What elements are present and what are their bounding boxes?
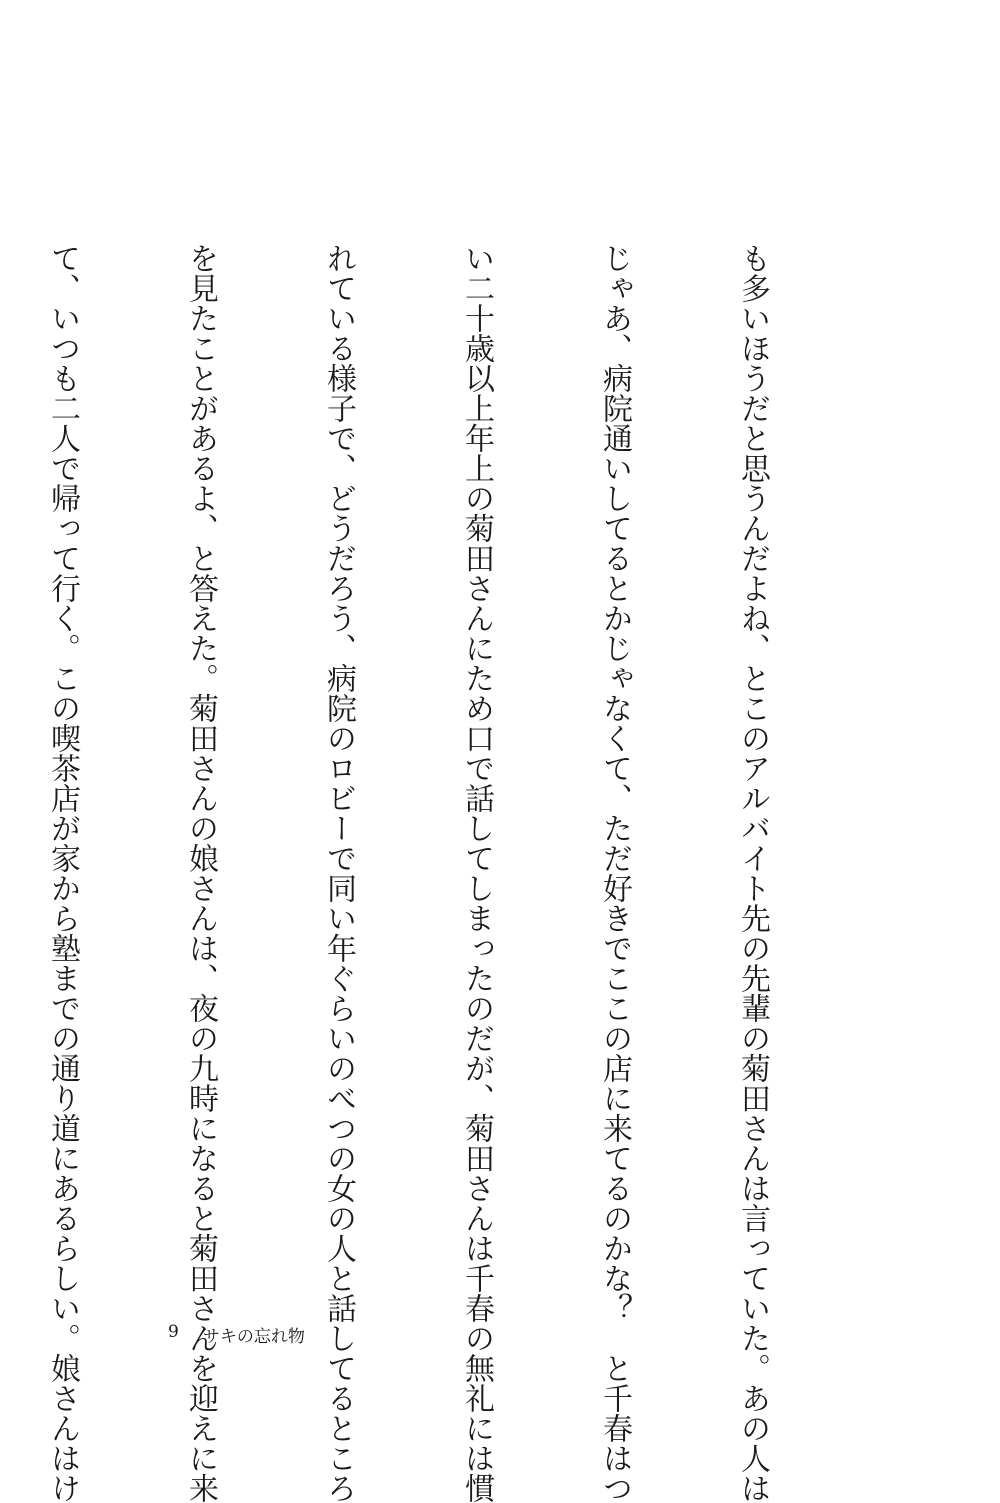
text-line-5: を見たことがあるよ、と答えた。菊田さんの娘さんは、夜の九時になると菊田さんを迎えに来 [183, 243, 218, 1503]
text-line-2: じゃあ、病院通いしてるとかじゃなくて、ただ好きでここの店に来てるのかな？ と千春はつ [597, 243, 632, 1503]
text-line-1: も多いほうだと思うんだよね、とこのアルバイト先の先輩の菊田さんは言っていた。あの人は [735, 243, 770, 1503]
text-line-4: れている様子で、どうだろう、病院のロビーで同い年ぐらいのべつの女の人と話してるところ [321, 243, 356, 1503]
running-title: サキの忘れ物 [202, 1327, 305, 1347]
page-footer [168, 1322, 305, 1347]
text-line-3: い二十歳以上年上の菊田さんにため口で話してしまったのだが、菊田さんは千春の無礼には慣 [459, 243, 494, 1503]
page-number: 9 [168, 1322, 179, 1342]
text-line-6: て、いつも二人で帰って行く。この喫茶店が家から塾までの通り道にあるらしい。娘さんはけ [45, 243, 80, 1503]
